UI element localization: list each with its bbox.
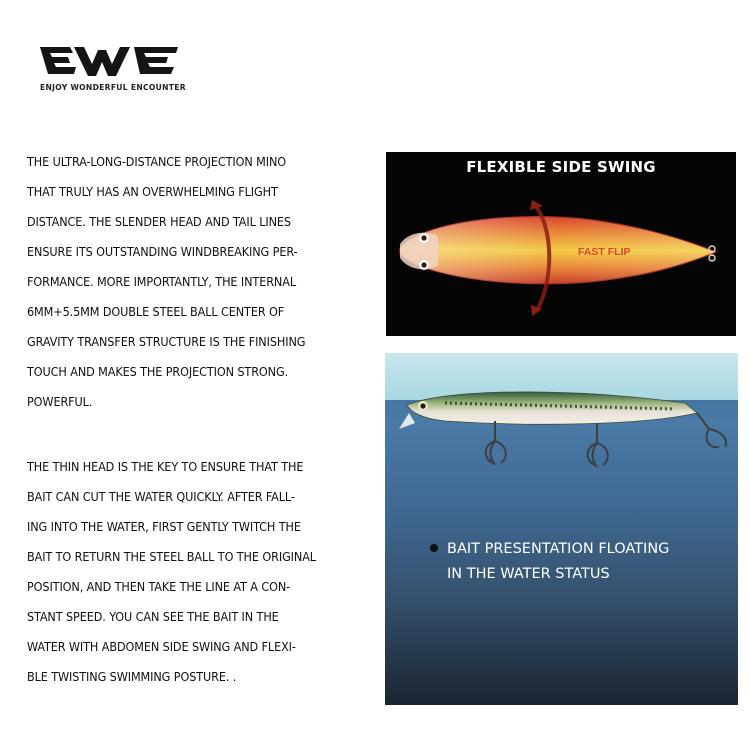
side-swing-title: FLEXIBLE SIDE SWING: [466, 158, 656, 176]
floating-panel: [385, 353, 738, 705]
brand-logo: [40, 44, 185, 80]
text-line: BAIT CAN CUT THE WATER QUICKLY. AFTER FALL-: [27, 489, 295, 504]
text-line: WATER WITH ABDOMEN SIDE SWING AND FLEXI-: [27, 639, 296, 654]
text-line: THE THIN HEAD IS THE KEY TO ENSURE THAT THE: [27, 459, 304, 474]
text-line: BAIT TO RETURN THE STEEL BALL TO THE ORIGINAL: [27, 549, 316, 564]
text-line: ENSURE ITS OUTSTANDING WINDBREAKING PER-: [27, 244, 298, 259]
text-line: ING INTO THE WATER, FIRST GENTLY TWITCH THE: [27, 519, 301, 534]
caption-line: BAIT PRESENTATION FLOATING: [447, 541, 670, 557]
side-swing-panel: [386, 152, 736, 336]
text-line: 6MM+5.5MM DOUBLE STEEL BALL CENTER OF: [27, 304, 285, 319]
text-line: POWERFUL.: [27, 394, 93, 409]
description-paragraph-1: [27, 147, 362, 417]
text-line: THE ULTRA-LONG-DISTANCE PROJECTION MINO: [27, 154, 287, 169]
description-paragraph-2: [27, 452, 362, 692]
brand-tagline: ENJOY WONDERFUL ENCOUNTER: [40, 83, 186, 92]
text-line: THAT TRULY HAS AN OVERWHELMING FLIGHT: [27, 184, 278, 199]
text-line: BLE TWISTING SWIMMING POSTURE. .: [27, 669, 237, 684]
ewe-logo-icon: [40, 44, 185, 80]
bullet-dot-icon: [430, 544, 438, 552]
text-line: DISTANCE. THE SLENDER HEAD AND TAIL LINES: [27, 214, 291, 229]
fast-flip-label: FAST FLIP: [578, 246, 631, 258]
text-line: TOUCH AND MAKES THE PROJECTION STRONG.: [27, 364, 289, 379]
lure-side-view-illustration: [385, 353, 738, 705]
floating-caption: [447, 537, 669, 587]
text-line: POSITION, AND THEN TAKE THE LINE AT A CON-: [27, 579, 291, 594]
text-line: STANT SPEED. YOU CAN SEE THE BAIT IN THE: [27, 609, 279, 624]
text-line: GRAVITY TRANSFER STRUCTURE IS THE FINISHING: [27, 334, 306, 349]
caption-line: IN THE WATER STATUS: [447, 566, 610, 582]
text-line: FORMANCE. MORE IMPORTANTLY, THE INTERNAL: [27, 274, 296, 289]
lure-top-view-illustration: [386, 152, 736, 336]
